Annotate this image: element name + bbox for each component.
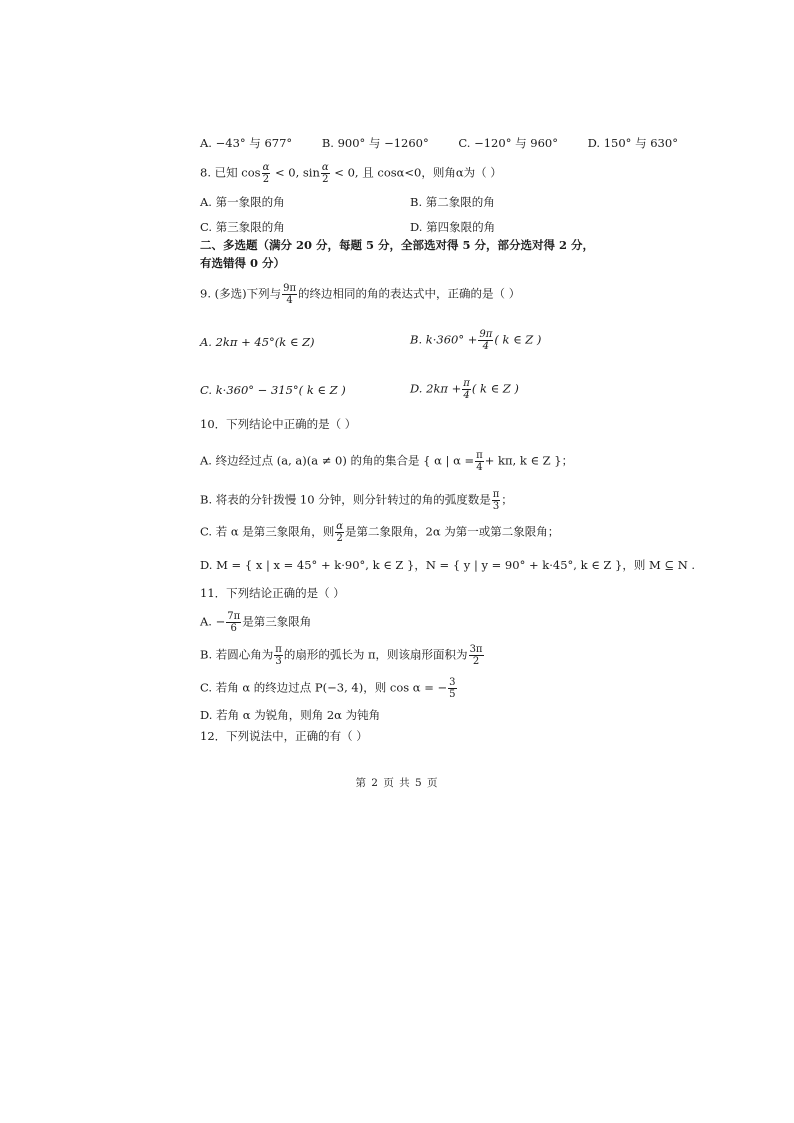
q7-option-b: B. 900° 与 −1260°: [321, 136, 429, 150]
section-2-title-line2: 有选错得 0 分）: [200, 256, 286, 270]
q9-option-b: B. k·360° + $\frac{9\pi}{4}$ ( k ∈ Z ): [410, 329, 542, 352]
q11-option-b-frac-1: $\frac{\pi}{3}$: [275, 644, 282, 667]
q7-option-a: A. −43° 与 677°: [200, 136, 293, 150]
q9-stem-post: 的终边相同的角的表达式中，正确的是（ ）: [298, 286, 521, 301]
q9-frac: $\frac{9\pi}{4}$: [283, 283, 297, 306]
q10-option-c-frac: $\frac{\alpha}{2}$: [336, 521, 344, 544]
q8-stem: [200, 162, 502, 185]
q8-frac-1: $\frac{\alpha}{2}$: [262, 162, 270, 185]
page-footer: 第 2 页 共 5 页: [355, 777, 439, 789]
q10-option-a: A. 终边经过点 (a, a)(a ≠ 0) 的角的集合是 { α | α = $\frac{\pi}{4}$ + kπ, k ∈ Z }；: [200, 450, 574, 473]
q8-option-a: A. 第一象限的角: [200, 195, 285, 209]
q7-option-d: D. 150° 与 630°: [587, 136, 678, 150]
q8-option-c: C. 第三象限的角: [200, 220, 285, 234]
q12-stem: 12．下列说法中，正确的有（ ）: [200, 729, 368, 743]
q11-option-c: C. 若角 α 的终边过点 P(−3, 4)，则 cos α = − $\frac{3}{5}$: [200, 677, 456, 700]
q9-stem: [200, 283, 520, 306]
q8-stem-mid1: < 0, sin: [271, 165, 320, 180]
q9-option-c: C. k·360° − 315°( k ∈ Z ): [200, 383, 346, 397]
q10-stem: 10．下列结论中正确的是（ ）: [200, 417, 357, 431]
q11-stem: 11．下列结论正确的是（ ）: [200, 586, 345, 600]
q7-options: [200, 134, 704, 152]
q11-option-a: A. − $\frac{7\pi}{6}$ 是第三象限角: [200, 611, 312, 634]
q11-option-d: D. 若角 α 为锐角，则角 2α 为钝角: [200, 708, 381, 722]
q7-option-c: C. −120° 与 960°: [458, 136, 558, 150]
q9-option-b-frac: $\frac{9\pi}{4}$: [479, 329, 493, 352]
q8-frac-2: $\frac{\alpha}{2}$: [321, 162, 329, 185]
section-2-title-line1: 二、多选题（满分 20 分，每题 5 分，全部选对得 5 分，部分选对得 2 分，: [200, 238, 595, 252]
q9-option-d: D. 2kπ + $\frac{\pi}{4}$ ( k ∈ Z ): [410, 378, 519, 401]
q10-option-b-frac: $\frac{\pi}{3}$: [492, 489, 500, 512]
q10-option-d: D. M = { x | x = 45° + k·90°, k ∈ Z }，N = { y | y = 90° + k·45°, k ∈ Z }，则 M ⊆ N .: [200, 558, 696, 572]
q11-option-b: B. 若圆心角为 $\frac{\pi}{3}$ 的扇形的弧长为 π，则该扇形面积为 $\frac{3\pi}{2}$: [200, 644, 483, 667]
q9-stem-pre: 9. (多选)下列与: [200, 286, 282, 301]
q8-option-b: B. 第二象限的角: [410, 195, 495, 209]
q11-option-a-frac: $\frac{7\pi}{6}$: [227, 611, 241, 634]
q11-option-b-frac-2: $\frac{3\pi}{2}$: [469, 644, 483, 667]
q10-option-b: B. 将表的分针拨慢 10 分钟，则分针转过的角的弧度数是 $\frac{\pi}{3}$ ；: [200, 489, 513, 512]
q11-option-c-frac: $\frac{3}{5}$: [449, 677, 456, 700]
q8-stem-post: < 0, 且 cosα<0，则角α为（ ）: [330, 165, 502, 180]
q9-option-d-frac: $\frac{\pi}{4}$: [463, 378, 470, 401]
q8-stem-pre: 8. 已知 cos: [200, 165, 261, 180]
q10-option-c: C. 若 α 是第三象限角，则 $\frac{\alpha}{2}$ 是第二象限角，2α 为第一或第二象限角；: [200, 521, 560, 544]
q9-option-a: A. 2kπ + 45°(k ∈ Z): [200, 335, 315, 349]
q10-option-a-frac: $\frac{\pi}{4}$: [476, 450, 483, 473]
q8-option-d: D. 第四象限的角: [410, 220, 496, 234]
